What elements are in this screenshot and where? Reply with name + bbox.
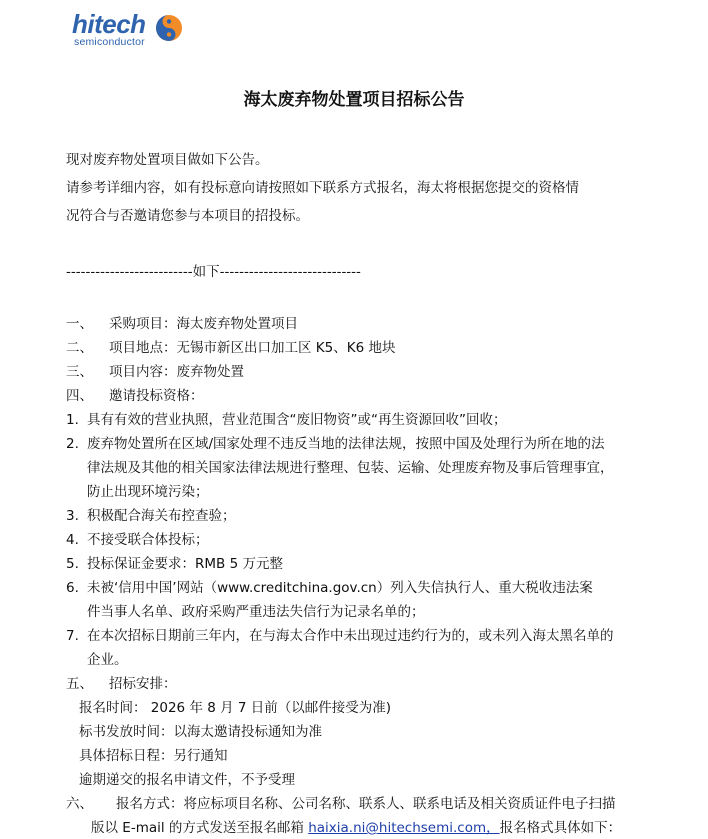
- list-text: 未被‘信用中国’网站（www.creditchina.gov.cn）列入失信执行人、重大税收违法案: [87, 580, 593, 596]
- page-title: 海太废弃物处置项目招标公告: [243, 90, 465, 110]
- list-text: 在本次招标日期前三年内，在与海太合作中未出现过违约行为的，或未列入海太黑名单的: [87, 628, 614, 644]
- list-number: 3.: [66, 508, 79, 524]
- section-number: 三、: [66, 364, 93, 380]
- list-text: 投标保证金要求：RMB 5 万元整: [87, 556, 283, 572]
- section-number: 二、: [66, 340, 93, 356]
- section-text: 项目内容：废弃物处置: [109, 364, 244, 380]
- company-logo: [72, 9, 184, 48]
- list-text-continued: 防止出现环境污染；: [87, 484, 209, 500]
- intro-line-2: 请参考详细内容，如有投标意向请按照如下联系方式报名，海太将根据您提交的资格情: [66, 180, 579, 196]
- list-number: 1.: [66, 412, 79, 428]
- intro-line-3: 况符合与否邀请您参与本项目的招投标。: [66, 208, 309, 224]
- list-text-continued: 件当事人名单、政府采购严重违法失信行为记录名单的；: [87, 604, 425, 620]
- section-number: 五、: [66, 676, 93, 692]
- logo-brand-text: hitech: [72, 9, 146, 39]
- section-text: 采购项目：海太废弃物处置项目: [109, 316, 298, 332]
- registration-email-link[interactable]: haixia.ni@hitechsemi.com，: [308, 820, 500, 836]
- section-text-continued: [91, 818, 621, 838]
- logo-swirl-icon: [155, 14, 183, 42]
- list-number: 2.: [66, 436, 79, 452]
- list-number: 5.: [66, 556, 79, 572]
- section-text: 报名方式：将应标项目名称、公司名称、联系人、联系电话及相关资质证件电子扫描: [116, 796, 616, 812]
- list-text: 具有有效的营业执照，营业范围含“废旧物资”或“再生资源回收”回收；: [87, 412, 507, 428]
- list-number: 7.: [66, 628, 79, 644]
- logo-sub-text: semiconductor: [74, 36, 145, 48]
- section-number: 一、: [66, 316, 93, 332]
- section-number: 六、: [66, 796, 93, 812]
- schedule-line: 逾期递交的报名申请文件，不予受理: [79, 772, 295, 788]
- schedule-line: 报名时间： 2026 年 8 月 7 日前（以邮件接受为准): [79, 700, 392, 716]
- intro-line-1: 现对废弃物处置项目做如下公告。: [66, 152, 269, 168]
- list-number: 4.: [66, 532, 79, 548]
- list-number: 6.: [66, 580, 79, 596]
- section-text: 项目地点：无锡市新区出口加工区 K5、K6 地块: [109, 340, 396, 356]
- section-text: 招标安排：: [109, 676, 177, 692]
- list-text: 不接受联合体投标；: [87, 532, 209, 548]
- schedule-line: 标书发放时间：以海太邀请投标通知为准: [79, 724, 322, 740]
- section-divider: --------------------------如下-----------------------------: [66, 264, 361, 280]
- schedule-line: 具体招标日程：另行通知: [79, 748, 228, 764]
- list-text-continued: 律法规及其他的相关国家法律法规进行整理、包装、运输、处理废弃物及事后管理事宜，: [87, 460, 614, 476]
- section-number: 四、: [66, 388, 93, 404]
- email-intro-text: 版以 E-mail 的方式发送至报名邮箱: [91, 820, 309, 836]
- list-text: 积极配合海关布控查验；: [87, 508, 236, 524]
- section-text: 邀请投标资格：: [109, 388, 204, 404]
- email-outro-text: 报名格式具体如下：: [499, 820, 622, 836]
- list-text: 废弃物处置所在区域/国家处理不违反当地的法律法规，按照中国及处理行为所在地的法: [87, 436, 605, 452]
- list-text-continued: 企业。: [87, 652, 128, 668]
